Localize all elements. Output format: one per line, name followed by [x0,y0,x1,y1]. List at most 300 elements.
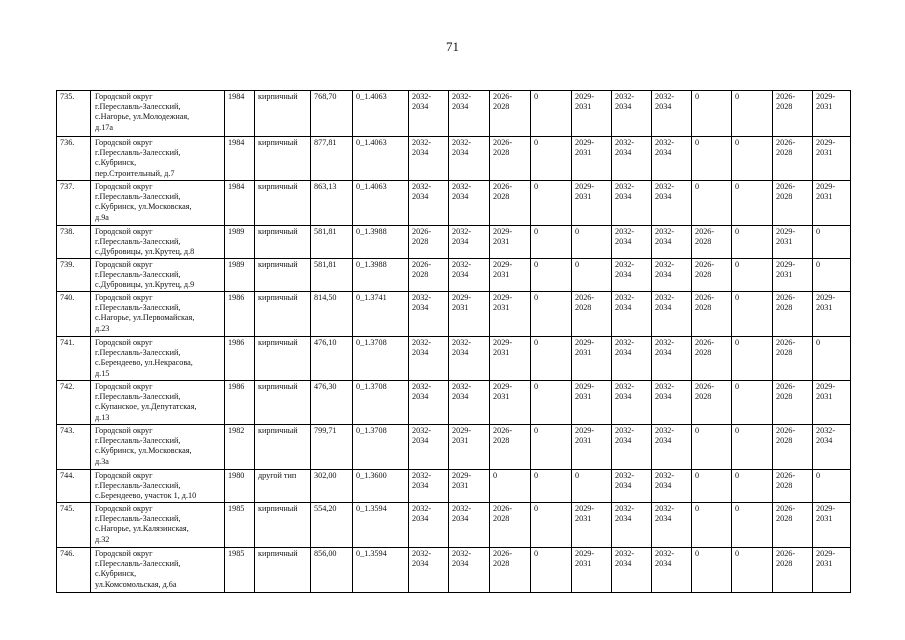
period-value: 2028 [776,392,793,402]
work-period-cell-8 [692,548,732,593]
wall-material: кирпичный [258,260,298,269]
period-value: 2028 [695,392,712,402]
wall-material: кирпичный [258,338,298,347]
work-period-cell-5 [572,292,612,337]
address-line: Городской округ [95,260,153,269]
period-value: 2026- [695,227,715,236]
period-value: 2028 [776,148,793,158]
period-value: 2029- [493,382,513,391]
work-period-cell-11 [813,259,851,292]
total-area: 554,20 [314,504,337,513]
period-value: 2031 [816,514,833,524]
priority-index: 0_1.4063 [356,92,387,101]
address-line: д.23 [95,323,110,333]
work-period-cell-11 [813,381,851,425]
period-value: 2028 [776,514,793,524]
total-area: 768,70 [314,92,337,101]
work-period-cell-1 [409,470,449,503]
work-period-cell-1 [409,425,449,470]
work-period-cell-10 [773,337,813,381]
period-value: 2029- [816,504,836,513]
work-period-cell-6 [612,181,652,226]
period-value: 2032- [412,293,432,302]
period-value: 2029- [493,293,513,302]
period-value: 2032- [615,260,635,269]
address-line: Городской округ [95,182,153,191]
address-line: г.Переславль-Залесский, [95,192,181,202]
address-line: ул.Комсомольская, д.6а [95,579,177,589]
period-value: 2028 [776,102,793,112]
priority-index: 0_1.3594 [356,549,387,558]
work-period-cell-2 [449,381,490,425]
period-value: 2034 [655,481,672,491]
period-value: 2031 [452,436,469,446]
period-value: 2031 [575,436,592,446]
material-cell [255,470,311,503]
address-line: д.3а [95,456,109,466]
work-period-cell-10 [773,91,813,137]
period-value: 2032- [655,426,675,435]
area-cell [311,470,353,503]
work-period-cell-7 [652,548,692,593]
period-value: 2031 [493,392,510,402]
period-value: 2034 [655,303,672,313]
work-period-cell-11 [813,503,851,548]
housing-repair-schedule-table [56,90,851,593]
address-cell [91,137,225,181]
work-period-cell-8 [692,470,732,503]
row-number-cell [57,91,91,137]
period-value: 0 [735,293,740,302]
period-value: 2034 [452,270,469,280]
work-period-cell-3 [490,91,531,137]
work-period-cell-8 [692,259,732,292]
period-value: 2031 [776,270,793,280]
period-value: 2031 [575,559,592,569]
period-value: 2034 [655,192,672,202]
period-value: 2026- [695,382,715,391]
work-period-cell-5 [572,548,612,593]
index-cell [353,91,409,137]
period-value: 2028 [493,148,510,158]
period-value: 0 [735,227,740,236]
period-value: 2026- [695,338,715,347]
period-value: 2029- [575,549,595,558]
period-value: 2026- [695,293,715,302]
work-period-cell-5 [572,137,612,181]
work-period-cell-10 [773,259,813,292]
period-value: 2031 [452,481,469,491]
period-value: 2026- [776,182,796,191]
address-line: Городской округ [95,426,153,435]
row-number: 739. [60,260,75,269]
period-value: 2032- [655,338,675,347]
year-cell [225,292,255,337]
period-value: 0 [534,293,539,302]
period-value: 2034 [655,436,672,446]
period-value: 2031 [816,102,833,112]
period-value: 0 [816,227,821,236]
table-row [57,381,851,425]
material-cell [255,181,311,226]
period-value: 0 [735,338,740,347]
work-period-cell-11 [813,548,851,593]
period-value: 2032- [412,549,432,558]
row-number: 744. [60,471,75,480]
work-period-cell-5 [572,259,612,292]
period-value: 2034 [412,192,429,202]
priority-index: 0_1.3708 [356,338,387,347]
work-period-cell-2 [449,137,490,181]
period-value: 0 [735,549,740,558]
work-period-cell-11 [813,181,851,226]
work-period-cell-11 [813,137,851,181]
work-period-cell-6 [612,381,652,425]
period-value: 2028 [493,436,510,446]
total-area: 581,81 [314,260,337,269]
work-period-cell-7 [652,181,692,226]
work-period-cell-6 [612,259,652,292]
address-cell [91,226,225,259]
work-period-cell-3 [490,470,531,503]
address-line: г.Переславль-Залесский, [95,436,181,446]
address-line: с.Нагорье, ул.Первомайская, [95,313,195,323]
index-cell [353,337,409,381]
period-value: 0 [695,471,700,480]
priority-index: 0_1.4063 [356,182,387,191]
period-value: 2034 [615,514,632,524]
period-value: 2032- [615,338,635,347]
period-value: 2026- [776,92,796,101]
index-cell [353,181,409,226]
work-period-cell-10 [773,137,813,181]
address-line: г.Переславль-Залесский, [95,559,181,569]
period-value: 2032- [452,92,472,101]
work-period-cell-2 [449,503,490,548]
period-value: 2032- [412,92,432,101]
work-period-cell-9 [732,381,773,425]
period-value: 2031 [776,237,793,247]
work-period-cell-5 [572,470,612,503]
period-value: 0 [534,426,539,435]
index-cell [353,226,409,259]
work-period-cell-1 [409,292,449,337]
total-area: 877,81 [314,138,337,147]
period-value: 2032- [615,549,635,558]
row-number-cell [57,548,91,593]
address-line: Городской округ [95,227,153,236]
period-value: 0 [735,138,740,147]
period-value: 2029- [776,260,796,269]
period-value: 2034 [615,148,632,158]
row-number: 740. [60,293,75,302]
period-value: 0 [816,260,821,269]
priority-index: 0_1.3988 [356,227,387,236]
work-period-cell-4 [531,337,572,381]
period-value: 2032- [615,426,635,435]
wall-material: кирпичный [258,182,298,191]
work-period-cell-11 [813,226,851,259]
work-period-cell-1 [409,259,449,292]
area-cell [311,503,353,548]
work-period-cell-3 [490,503,531,548]
row-number: 736. [60,138,75,147]
build-year: 1989 [228,227,245,236]
period-value: 0 [493,471,498,480]
build-year: 1984 [228,182,245,191]
year-cell [225,181,255,226]
work-period-cell-11 [813,337,851,381]
period-value: 2034 [816,436,833,446]
work-period-cell-9 [732,337,773,381]
work-period-cell-9 [732,425,773,470]
period-value: 2026- [493,92,513,101]
period-value: 2034 [412,148,429,158]
period-value: 2034 [452,237,469,247]
table-row [57,226,851,259]
work-period-cell-5 [572,337,612,381]
period-value: 2028 [776,348,793,358]
address-line: Городской округ [95,338,153,347]
work-period-cell-3 [490,181,531,226]
work-period-cell-4 [531,91,572,137]
work-period-cell-9 [732,226,773,259]
work-period-cell-7 [652,259,692,292]
table-row [57,259,851,292]
period-value: 2032- [452,549,472,558]
period-value: 2028 [776,192,793,202]
address-cell [91,381,225,425]
address-line: г.Переславль-Залесский, [95,514,181,524]
row-number-cell [57,381,91,425]
period-value: 2034 [452,514,469,524]
period-value: 0 [534,227,539,236]
period-value: 2028 [695,348,712,358]
period-value: 2034 [615,192,632,202]
period-value: 2031 [575,392,592,402]
work-period-cell-8 [692,425,732,470]
total-area: 863,13 [314,182,337,191]
period-value: 2034 [452,559,469,569]
period-value: 2031 [816,392,833,402]
address-cell [91,259,225,292]
period-value: 2026- [575,293,595,302]
period-value: 2032- [452,504,472,513]
address-cell [91,337,225,381]
work-period-cell-7 [652,337,692,381]
address-line: Городской округ [95,504,153,513]
period-value: 2032- [655,549,675,558]
period-value: 2031 [816,303,833,313]
work-period-cell-4 [531,226,572,259]
period-value: 2031 [816,559,833,569]
period-value: 2031 [575,514,592,524]
period-value: 2031 [452,303,469,313]
period-value: 2032- [452,138,472,147]
area-cell [311,181,353,226]
period-value: 0 [695,504,700,513]
table-row [57,470,851,503]
work-period-cell-5 [572,425,612,470]
period-value: 2032- [412,504,432,513]
period-value: 2032- [412,426,432,435]
address-line: г.Переславль-Залесский, [95,303,181,313]
period-value: 2029- [493,260,513,269]
address-line: с.Кубринск, [95,158,137,168]
work-period-cell-6 [612,137,652,181]
row-number-cell [57,503,91,548]
work-period-cell-10 [773,292,813,337]
work-period-cell-9 [732,91,773,137]
address-line: Городской округ [95,549,153,558]
period-value: 2028 [776,436,793,446]
period-value: 0 [735,471,740,480]
work-period-cell-10 [773,470,813,503]
work-period-cell-10 [773,548,813,593]
address-line: с.Дубровицы, ул.Крутец, д.9 [95,280,195,290]
period-value: 2029- [575,382,595,391]
period-value: 2034 [615,348,632,358]
period-value: 2028 [695,303,712,313]
work-period-cell-6 [612,226,652,259]
material-cell [255,259,311,292]
work-period-cell-6 [612,292,652,337]
row-number-cell [57,226,91,259]
work-period-cell-6 [612,470,652,503]
period-value: 0 [534,504,539,513]
period-value: 2029- [575,338,595,347]
period-value: 2026- [776,293,796,302]
area-cell [311,91,353,137]
period-value: 2029- [816,549,836,558]
table-row [57,181,851,226]
work-period-cell-1 [409,226,449,259]
period-value: 2032- [615,227,635,236]
address-line: с.Купанское, ул.Депутатская, [95,402,197,412]
period-value: 0 [534,338,539,347]
period-value: 2029- [575,426,595,435]
build-year: 1982 [228,426,245,435]
period-value: 2026- [695,260,715,269]
work-period-cell-11 [813,470,851,503]
work-period-cell-8 [692,226,732,259]
row-number: 738. [60,227,75,236]
period-value: 2026- [493,138,513,147]
work-period-cell-8 [692,181,732,226]
period-value: 2034 [615,481,632,491]
period-value: 2029- [816,138,836,147]
period-value: 0 [534,549,539,558]
period-value: 2032- [412,471,432,480]
period-value: 2034 [412,436,429,446]
period-value: 0 [534,182,539,191]
period-value: 2031 [816,148,833,158]
work-period-cell-2 [449,226,490,259]
address-line: с.Дубровицы, ул.Крутец, д.8 [95,247,195,257]
address-cell [91,503,225,548]
table-row [57,337,851,381]
work-period-cell-5 [572,226,612,259]
period-value: 2032- [452,382,472,391]
work-period-cell-2 [449,259,490,292]
work-period-cell-3 [490,425,531,470]
period-value: 2032- [655,227,675,236]
period-value: 2034 [615,102,632,112]
work-period-cell-4 [531,137,572,181]
address-line: Городской округ [95,293,153,302]
table-row [57,548,851,593]
period-value: 2034 [655,348,672,358]
table-row [57,292,851,337]
period-value: 0 [534,260,539,269]
row-number-cell [57,181,91,226]
period-value: 2034 [655,270,672,280]
address-line: д.17а [95,122,114,132]
work-period-cell-5 [572,503,612,548]
period-value: 2028 [575,303,592,313]
material-cell [255,292,311,337]
work-period-cell-6 [612,425,652,470]
period-value: 2032- [655,471,675,480]
build-year: 1989 [228,260,245,269]
priority-index: 0_1.3600 [356,471,387,480]
table-row [57,137,851,181]
address-line: г.Переславль-Залесский, [95,270,181,280]
period-value: 2032- [615,382,635,391]
index-cell [353,425,409,470]
address-cell [91,181,225,226]
period-value: 2034 [615,270,632,280]
work-period-cell-4 [531,548,572,593]
period-value: 2034 [412,481,429,491]
work-period-cell-1 [409,337,449,381]
period-value: 2034 [412,102,429,112]
material-cell [255,337,311,381]
period-value: 2034 [615,237,632,247]
period-value: 2031 [575,102,592,112]
address-line: с.Кубринск, [95,569,137,579]
work-period-cell-3 [490,259,531,292]
priority-index: 0_1.3988 [356,260,387,269]
total-area: 476,30 [314,382,337,391]
period-value: 2032- [452,182,472,191]
period-value: 2031 [575,348,592,358]
build-year: 1985 [228,504,245,513]
wall-material: кирпичный [258,426,298,435]
period-value: 2029- [452,426,472,435]
work-period-cell-6 [612,548,652,593]
table-row [57,503,851,548]
index-cell [353,292,409,337]
wall-material: кирпичный [258,549,298,558]
work-period-cell-9 [732,548,773,593]
period-value: 2034 [655,392,672,402]
priority-index: 0_1.3708 [356,426,387,435]
address-line: г.Переславль-Залесский, [95,237,181,247]
total-area: 799,71 [314,426,337,435]
work-period-cell-8 [692,381,732,425]
period-value: 2026- [493,182,513,191]
work-period-cell-2 [449,425,490,470]
row-number-cell [57,425,91,470]
period-value: 2029- [493,227,513,236]
period-value: 2032- [816,426,836,435]
period-value: 2028 [776,303,793,313]
address-cell [91,548,225,593]
period-value: 2029- [776,227,796,236]
work-period-cell-11 [813,91,851,137]
area-cell [311,548,353,593]
